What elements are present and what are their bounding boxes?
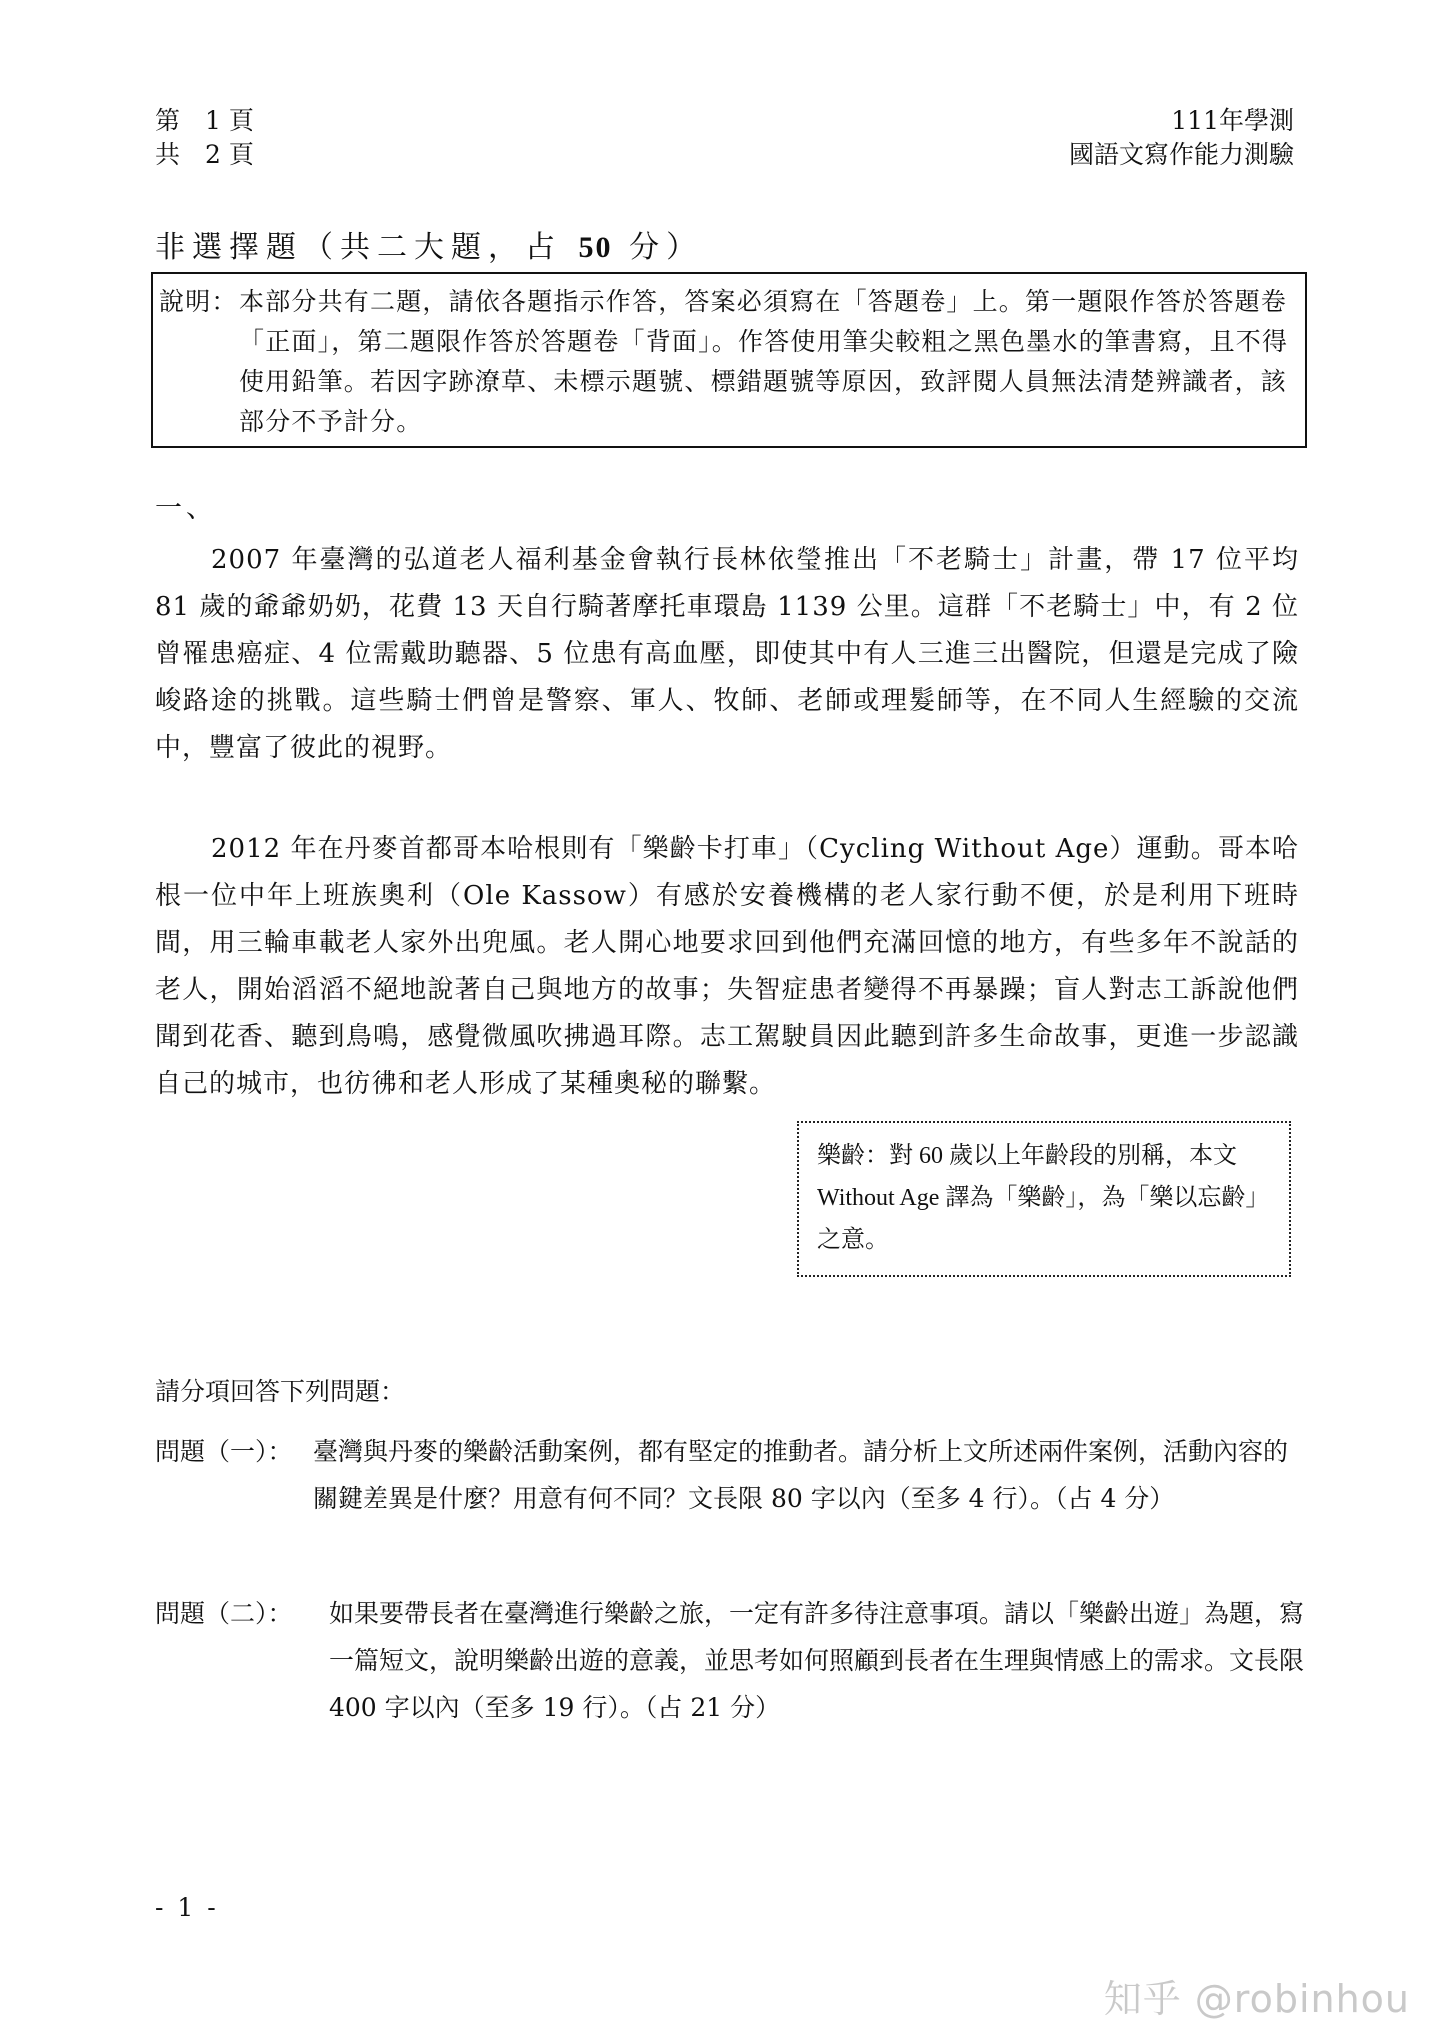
- reading-passage-2: [155, 826, 1299, 1108]
- section-title-prefix: 非選擇題（共二大題，占: [155, 230, 579, 265]
- question-1-label: 問題（一）：: [155, 1437, 293, 1466]
- section-title: [155, 222, 703, 266]
- instructions-label: 說明：: [159, 287, 238, 316]
- reading-passage-1: [155, 537, 1299, 772]
- page-header-right: [1069, 104, 1294, 172]
- section-title-suffix: 分）: [612, 230, 704, 265]
- instructions-box: [151, 272, 1307, 448]
- instructions-text: 本部分共有二題，請依各題指示作答，答案必須寫在「答題卷」上。第一題限作答於答題卷「正面」，第二題限作答於答題卷「背面」。作答使用筆尖較粗之黑色墨水的筆書寫，且不得使用鉛筆。若因字跡潦草、未標示題號、標錯題號等原因，致評閱人員無法清楚辨識者，該部分不予計分。: [239, 287, 1289, 436]
- watermark: 知乎 @robinhou: [1103, 1977, 1410, 2021]
- section-score: 50: [578, 231, 613, 264]
- question-2-text: 如果要帶長者在臺灣進行樂齡之旅，一定有許多待注意事項。請以「樂齡出遊」為題，寫一篇短文，說明樂齡出遊的意義，並思考如何照顧到長者在生理與情感上的需求。文長限 400 字以內（至多 19 行）。（占 21 分）: [329, 1599, 1305, 1722]
- page-header-left: [155, 104, 254, 172]
- question-1: [155, 1428, 1305, 1522]
- question-2-label: 問題（二）：: [155, 1599, 293, 1628]
- question-1-text: 臺灣與丹麥的樂齡活動案例，都有堅定的推動者。請分析上文所述兩件案例，活動內容的關鍵差異是什麼？用意有何不同？文長限 80 字以內（至多 4 行）。（占 4 分）: [313, 1437, 1289, 1513]
- questions-intro: 請分項回答下列問題：: [155, 1377, 406, 1406]
- question-2: [155, 1590, 1305, 1731]
- total-pages: 共 2 頁: [155, 140, 254, 169]
- part-number: 一、: [155, 493, 217, 524]
- page-footer: - 1 -: [155, 1893, 219, 1922]
- exam-name: 國語文寫作能力測驗: [1068, 140, 1294, 169]
- exam-year: 111年學測: [1171, 106, 1294, 135]
- paragraph-text: 2007 年臺灣的弘道老人福利基金會執行長林依瑩推出「不老騎士」計畫，帶 17 位平均 81 歲的爺爺奶奶，花費 13 天自行騎著摩托車環島 1139 公里。這群「不老騎士」中，有 2 位曾罹患癌症、4 位需戴助聽器、5 位患有高血壓，即使其中有人三進三出醫院，但還是完成了險峻路途的挑戰。這些騎士們曾是警察、軍人、牧師、老師或理髮師等，在不同人生經驗的交流中，豐富了彼此的視野。: [155, 545, 1299, 763]
- glossary-note: 樂齡：對 60 歲以上年齡段的別稱，本文 Without Age 譯為「樂齡」，為「樂以忘齡」之意。: [797, 1121, 1291, 1277]
- page-number: 第 1 頁: [155, 106, 254, 135]
- paragraph-text: 2012 年在丹麥首都哥本哈根則有「樂齡卡打車」（Cycling Without Age）運動。哥本哈根一位中年上班族奧利（Ole Kassow）有感於安養機構的老人家行動不便，於是利用下班時間，用三輪車載老人家外出兜風。老人開心地要求回到他們充滿回憶的地方，有些多年不說話的老人，開始滔滔不絕地說著自己與地方的故事；失智症患者變得不再暴躁；盲人對志工訴說他們聞到花香、聽到鳥鳴，感覺微風吹拂過耳際。志工駕駛員因此聽到許多生命故事，更進一步認識自己的城市，也彷彿和老人形成了某種奧秘的聯繫。: [155, 834, 1299, 1099]
